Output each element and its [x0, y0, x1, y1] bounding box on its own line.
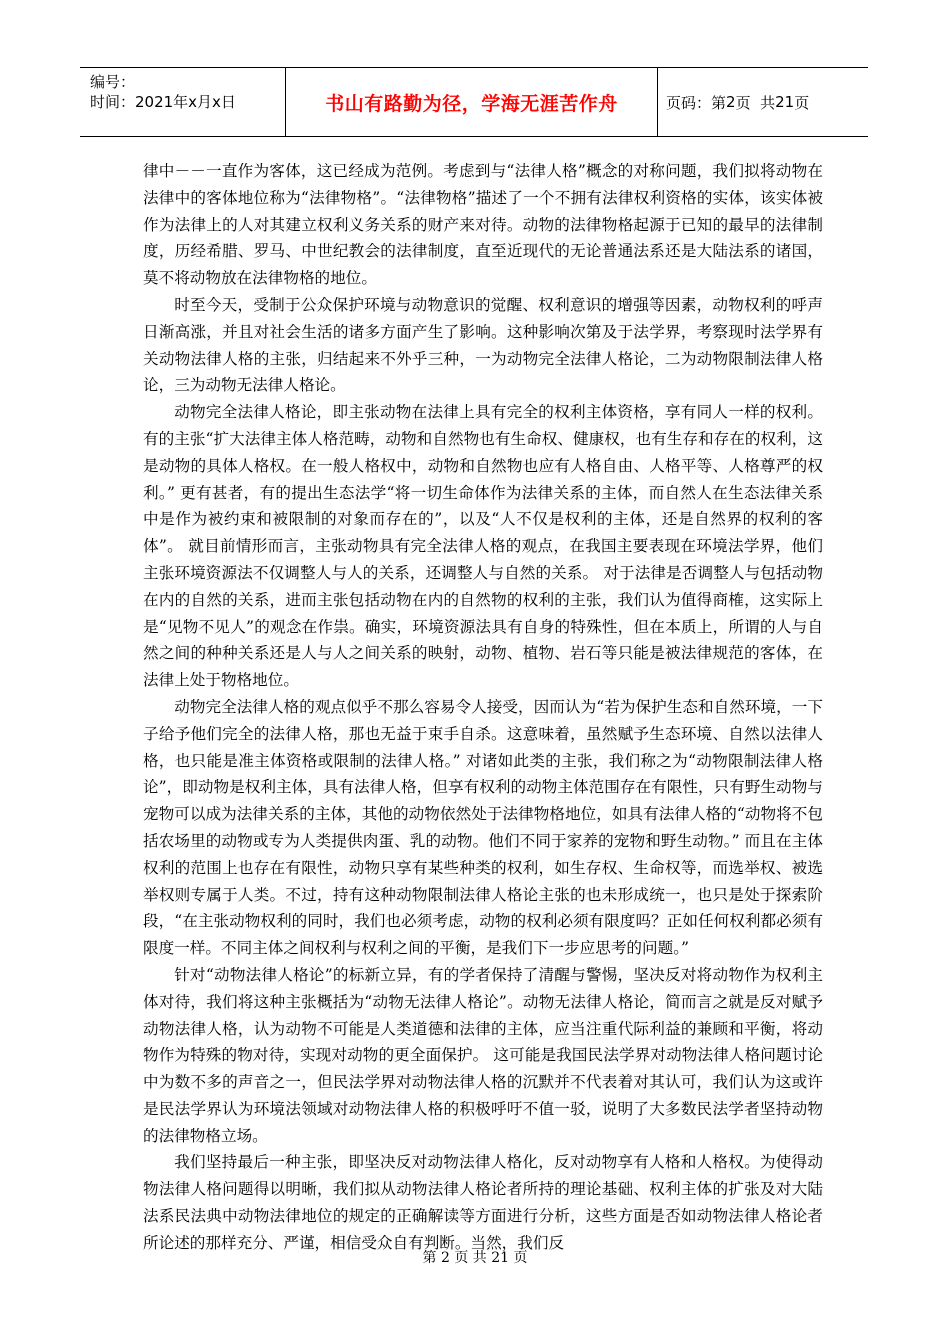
document-number-label: 编号： — [90, 73, 136, 91]
paragraph: 时至今天，受制于公众保护环境与动物意识的觉醒、权利意识的增强等因素，动物权利的呼声日渐高涨，并且对社会生活的诸多方面产生了影响。这种影响次第及于法学界，考察现时法学界有关动物法律人格的主张，归结起来不外乎三种，一为动物完全法律人格论，二为动物限制法律人格论，三为动物无法律人格论。 — [143, 295, 823, 395]
paragraph: 针对“动物法律人格论”的标新立异，有的学者保持了清醒与警惕，坚决反对将动物作为权利主体对待，我们将这种主张概括为“动物无法律人格论”。动物无法律人格论，简而言之就是反对赋予动物法律人格，认为动物不可能是人类道德和法律的主体，应当注重代际利益的兼顾和平衡，将动物作为特殊的物对待，实现对动物的更全面保护。 这可能是我国民法学界对动物法律人格问题讨论中为数不多的声音之一，但民法学界对动物法律人格的沉默并不代表着对其认可，我们认为这或许是民法学界认为环境法领域对动物法律人格的积极呼吁不值一驳，说明了大多数民法学者坚持动物的法律物格立场。 — [143, 965, 823, 1145]
paragraph: 律中－－一直作为客体，这已经成为范例。考虑到与“法律人格”概念的对称问题，我们拟将动物在法律中的客体地位称为“法律物格”。“法律物格”描述了一个不拥有法律权利资格的实体，该实体被作为法律上的人对其建立权利义务关系的财产来对待。动物的法律物格起源于已知的最早的法律制度，历经希腊、罗马、中世纪教会的法律制度，直至近现代的无论普通法系还是大陆法系的诸国，莫不将动物放在法律物格的地位。 — [143, 162, 823, 288]
paragraph: 我们坚持最后一种主张，即坚决反对动物法律人格化，反对动物享有人格和人格权。为使得动物法律人格问题得以明晰，我们拟从动物法律人格论者所持的理论基础、权利主体的扩张及对大陆法系民法典中动物法律地位的规定的正确解读等方面进行分析，这些方面是否如动物法律人格论者所论述的那样充分、严谨，相信受众自有判断。当然，我们反 — [143, 1153, 823, 1252]
page-footer — [0, 1247, 950, 1267]
footer-middle: 页 共 — [454, 1250, 487, 1266]
header-page-total: 21 — [775, 93, 795, 111]
header-page-suffix: 页 — [794, 93, 810, 112]
header-page-indicator — [658, 68, 868, 136]
paragraph: 动物完全法律人格的观点似乎不那么容易令人接受，因而认为“若为保护生态和自然环境，一下子给予他们完全的法律人格，那也无益于束手自杀。这意味着，虽然赋予生态环境、自然以法律人格，也只能是准主体资格或限制的法律人格。” 对诸如此类的主张，我们称之为“动物限制法律人格论”，即动物是权利主体，具有法律人格，但享有权利的动物主体范围存在有限性，只有野生动物与宠物可以成为法律关系的主体，其他的动物依然处于法律物格地位，如具有法律人格的“动物将不包括农场里的动物或专为人类提供肉蛋、乳的动物。他们不同于家养的宠物和野生动物。” 而且在主体权利的范围上也存在有限性，动物只享有某些种类的权利，如生存权、生命权等，而选举权、被选举权则专属于人类。不过，持有这种动物限制法律人格论主张的也未形成统一，也只是处于探索阶段，“在主张动物权利的同时，我们也必须考虑，动物的权利必须有限度吗？正如任何权利都必须有限度一样。不同主体之间权利与权利之间的平衡，是我们下一步应思考的问题。” — [143, 697, 823, 958]
header-page-middle: 页 共 — [735, 93, 776, 112]
footer-prefix: 第 — [422, 1250, 437, 1266]
page-header — [80, 67, 868, 137]
footer-total-pages: 21 — [491, 1250, 510, 1266]
document-time-label: 时间：2021年x月x日 — [90, 93, 236, 111]
header-info — [90, 72, 280, 112]
header-page-current: 2 — [726, 93, 736, 111]
footer-suffix: 页 — [513, 1250, 528, 1266]
document-body — [143, 158, 823, 1257]
footer-current-page: 2 — [440, 1250, 450, 1266]
header-page-prefix: 页码：第 — [666, 93, 727, 112]
header-motto: 书山有路勤为径，学海无涯苦作舟 — [325, 92, 618, 115]
paragraph: 动物完全法律人格论，即主张动物在法律上具有完全的权利主体资格，享有同人一样的权利。有的主张“扩大法律主体人格范畴，动物和自然物也有生命权、健康权，也有生存和存在的权利，这是动物的具体人格权。在一般人格权中，动物和自然物也应有人格自由、人格平等、人格尊严的权利。” 更有甚者，有的提出生态法学“将一切生命体作为法律关系的主体，而自然人在生态法律关系中是作为被约束和被限制的对象而存在的”，以及“人不仅是权利的主体，还是自然界的权利的客体”。 就目前情形而言，主张动物具有完全法律人格的观点，在我国主要表现在环境法学界，他们主张环境资源法不仅调整人与人的关系，还调整人与自然的关系。 对于法律是否调整人与包括动物在内的自然的关系，进而主张包括动物在内的自然物的权利的主张，我们认为值得商榷，这实际上是“见物不见人”的观念在作祟。确实，环境资源法具有自身的特殊性，但在本质上，所谓的人与自然之间的种种关系还是人与人之间关系的映射，动物、植物、岩石等只能是被法律规范的客体，在法律上处于物格地位。 — [143, 403, 823, 690]
